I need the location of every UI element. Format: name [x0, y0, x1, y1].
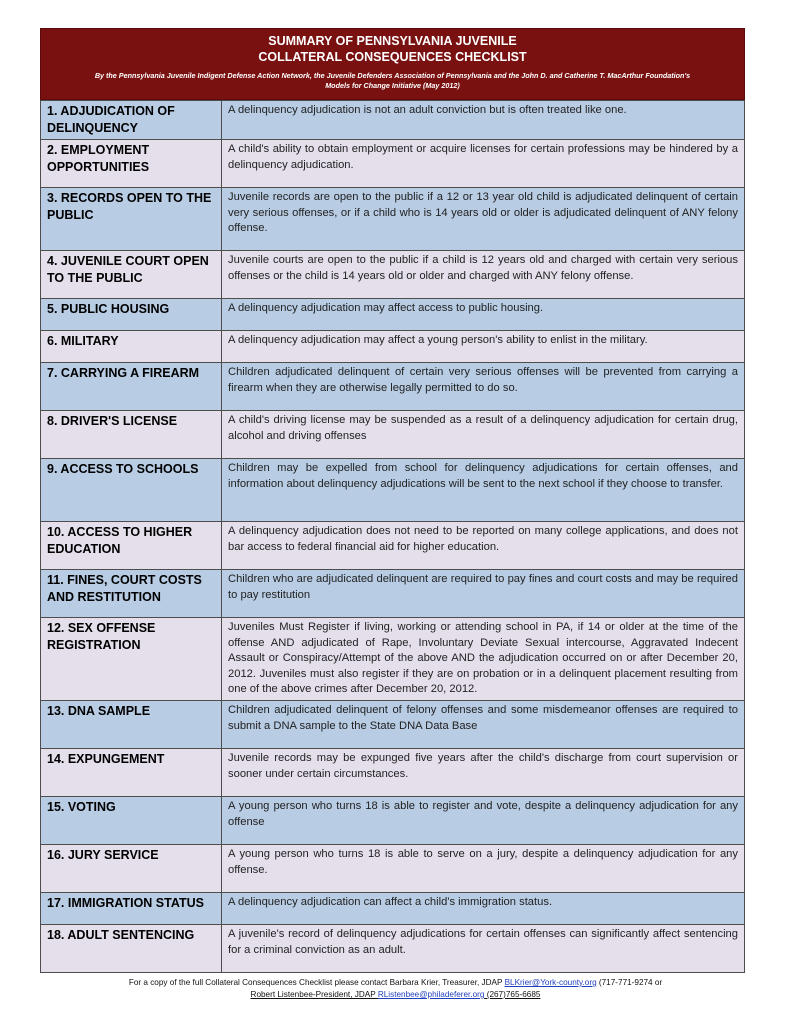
footer-line-2-suffix: (267)765-6685 — [484, 990, 541, 999]
table-row — [41, 363, 745, 411]
consequence-label: 7. CARRYING A FIREARM — [41, 363, 222, 411]
table-row — [41, 892, 745, 924]
table-row — [41, 101, 745, 140]
table-row — [41, 924, 745, 972]
consequence-description: Juveniles Must Register if living, working or attending school in PA, if 14 or older at the time of the offense AND adjudicated of Rape, Involuntary Deviate Sexual intercourse, Aggravated Indecent Assault or Conspiracy/Attempt of the above AND the adjudication occurred on or after December 20, 2012. Juveniles must also register if they are on probation or in a delinquent placement resulting from one of the above crimes after December 20, 2012. — [222, 618, 745, 701]
consequence-label: 10. ACCESS TO HIGHER EDUCATION — [41, 522, 222, 570]
consequence-description: Children adjudicated delinquent of certain very serious offenses will be prevented from carrying a firearm when they are otherwise legally permitted to do so. — [222, 363, 745, 411]
email-link-listenbee[interactable]: RListenbee@philadeferer.org — [377, 990, 485, 999]
consequence-label: 18. ADULT SENTENCING — [41, 924, 222, 972]
consequence-label: 2. EMPLOYMENT OPPORTUNITIES — [41, 140, 222, 188]
table-row — [41, 459, 745, 522]
consequences-table — [40, 100, 745, 973]
consequence-description: A juvenile's record of delinquency adjudications for certain offenses can significantly affect sentencing for a criminal conviction as an adult. — [222, 924, 745, 972]
table-row — [41, 411, 745, 459]
footer-line-1 — [0, 977, 791, 989]
footer-line-2-prefix: Robert Listenbee-President, JDAP — [250, 990, 378, 999]
footer-line-2 — [0, 989, 791, 1001]
consequence-description: A child's ability to obtain employment or acquire licenses for certain professions may be hindered by a delinquency adjudication. — [222, 140, 745, 188]
table-row — [41, 251, 745, 299]
consequence-description: A delinquency adjudication is not an adult conviction but is often treated like one. — [222, 101, 745, 140]
consequence-label: 9. ACCESS TO SCHOOLS — [41, 459, 222, 522]
table-row — [41, 700, 745, 748]
consequence-label: 14. EXPUNGEMENT — [41, 748, 222, 796]
table-row — [41, 299, 745, 331]
table-row — [41, 618, 745, 701]
consequence-description: Children may be expelled from school for delinquency adjudications for certain offenses, and information about delinquency adjudications will be sent to the next school if they choose to transfer. — [222, 459, 745, 522]
byline — [41, 71, 744, 91]
consequence-description: Children who are adjudicated delinquent are required to pay fines and court costs and may be required to pay restitution — [222, 570, 745, 618]
consequence-description: A young person who turns 18 is able to register and vote, despite a delinquency adjudication for any offense — [222, 796, 745, 844]
consequence-description: Juvenile courts are open to the public if a child is 12 years old and charged with certain very serious offenses or the child is 14 years old or older and charged with ANY felony offense. — [222, 251, 745, 299]
consequence-description: A delinquency adjudication may affect access to public housing. — [222, 299, 745, 331]
title-banner — [40, 28, 745, 100]
consequence-label: 8. DRIVER'S LICENSE — [41, 411, 222, 459]
consequence-label: 11. FINES, COURT COSTS AND RESTITUTION — [41, 570, 222, 618]
consequence-label: 16. JURY SERVICE — [41, 844, 222, 892]
consequence-label: 15. VOTING — [41, 796, 222, 844]
consequence-label: 3. RECORDS OPEN TO THE PUBLIC — [41, 188, 222, 251]
consequence-label: 1. ADJUDICATION OF DELINQUENCY — [41, 101, 222, 140]
table-row — [41, 331, 745, 363]
consequence-label: 6. MILITARY — [41, 331, 222, 363]
consequence-description: Juvenile records may be expunged five years after the child's discharge from court supervision or sooner under certain circumstances. — [222, 748, 745, 796]
footer-line-1-prefix: For a copy of the full Collateral Consequences Checklist please contact Barbara Krier, Treasurer, JDAP — [128, 978, 505, 987]
title-line-1: SUMMARY OF PENNSYLVANIA JUVENILE — [268, 34, 517, 48]
table-row — [41, 570, 745, 618]
consequence-description: A delinquency adjudication can affect a child's immigration status. — [222, 892, 745, 924]
footer-line-1-suffix: (717-771-9274 or — [596, 978, 663, 987]
table-row — [41, 188, 745, 251]
consequence-label: 17. IMMIGRATION STATUS — [41, 892, 222, 924]
checklist-sheet — [40, 28, 745, 973]
table-row — [41, 748, 745, 796]
email-link-krier[interactable]: BLKrier@York-county.org — [504, 978, 597, 987]
consequence-description: Juvenile records are open to the public if a 12 or 13 year old child is adjudicated delinquent of certain very serious offenses, or if a child who is 14 years old or older is adjudicated delinquent of ANY felony offense. — [222, 188, 745, 251]
consequence-description: A delinquency adjudication may affect a young person's ability to enlist in the military. — [222, 331, 745, 363]
consequence-label: 5. PUBLIC HOUSING — [41, 299, 222, 331]
byline-line-1: By the Pennsylvania Juvenile Indigent Defense Action Network, the Juvenile Defenders Association of Pennsylvania and the John D. and Catherine T. MacArthur Foundation's — [94, 71, 691, 80]
table-row — [41, 522, 745, 570]
consequence-label: 4. JUVENILE COURT OPEN TO THE PUBLIC — [41, 251, 222, 299]
contact-footer — [0, 977, 791, 1001]
consequence-description: Children adjudicated delinquent of felony offenses and some misdemeanor offenses are required to submit a DNA sample to the State DNA Data Base — [222, 700, 745, 748]
consequences-table-body — [41, 101, 745, 973]
consequence-label: 12. SEX OFFENSE REGISTRATION — [41, 618, 222, 701]
consequence-description: A delinquency adjudication does not need to be reported on many college applications, and does not bar access to federal financial aid for higher education. — [222, 522, 745, 570]
table-row — [41, 140, 745, 188]
consequence-description: A child's driving license may be suspended as a result of a delinquency adjudication for certain drug, alcohol and driving offenses — [222, 411, 745, 459]
byline-line-2: Models for Change Initiative (May 2012) — [325, 81, 460, 90]
consequence-label: 13. DNA SAMPLE — [41, 700, 222, 748]
consequence-description: A young person who turns 18 is able to serve on a jury, despite a delinquency adjudication for any offense. — [222, 844, 745, 892]
table-row — [41, 844, 745, 892]
title-line-2: COLLATERAL CONSEQUENCES CHECKLIST — [258, 50, 527, 64]
table-row — [41, 796, 745, 844]
